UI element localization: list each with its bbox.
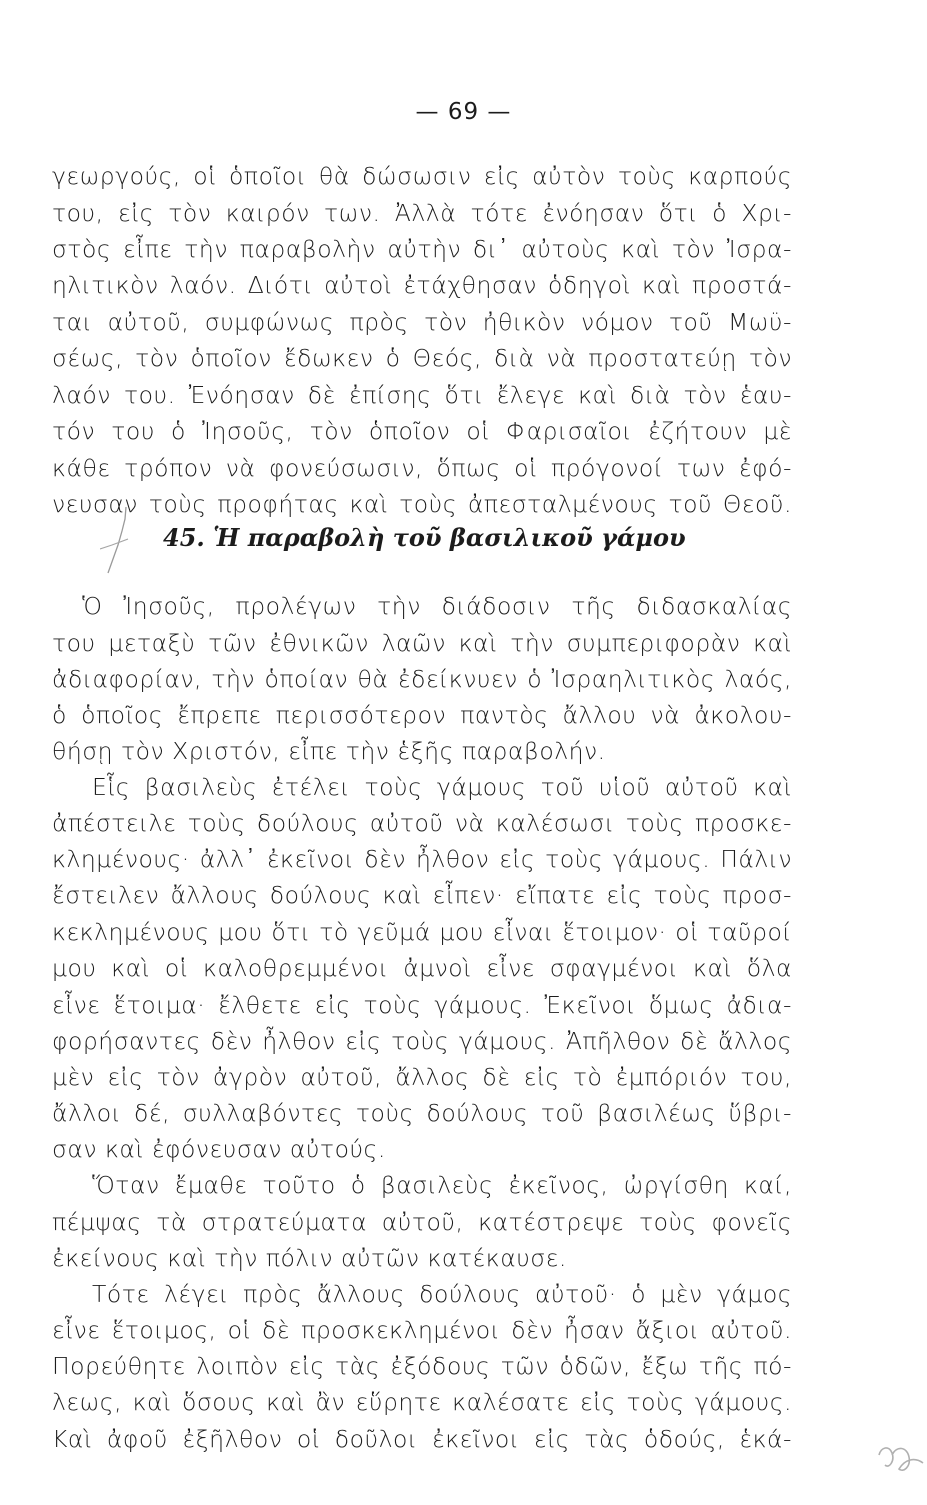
text-line: Τότε λέγει πρὸς ἄλλους δούλους αὐτοῦ· ὁ μὲν γάμος [92, 1280, 792, 1308]
text-line: του μεταξὺ τῶν ἐθνικῶν λαῶν καὶ τὴν συμπεριφορὰν καὶ [52, 629, 792, 657]
text-line: Ὁ Ἰησοῦς, προλέγων τὴν διάδοσιν τῆς διδασκαλίας [82, 592, 792, 620]
text-line: στὸς εἶπε τὴν παραβολὴν αὐτὴν δι᾽ αὐτοὺς καὶ τὸν Ἰσρα- [52, 235, 792, 263]
text-line: λεως, καὶ ὅσους καὶ ἂν εὕρητε καλέσατε εἰς τοὺς γάμους. [52, 1388, 792, 1416]
text-line: εἶνε ἕτοιμος, οἱ δὲ προσκεκλημένοι δὲν ἦσαν ἄξιοι αὐτοῦ. [52, 1316, 792, 1344]
text-line: νευσαν τοὺς προφήτας καὶ τοὺς ἀπεσταλμένους τοῦ Θεοῦ. [52, 490, 792, 518]
text-line: Εἷς βασιλεὺς ἐτέλει τοὺς γάμους τοῦ υἱοῦ αὐτοῦ καὶ [92, 773, 792, 801]
text-line: θήσῃ τὸν Χριστόν, εἶπε τὴν ἑξῆς παραβολήν. [52, 737, 606, 765]
pencil-mark [100, 505, 140, 577]
text-line: ἔστειλεν ἄλλους δούλους καὶ εἶπεν· εἴπατε εἰς τοὺς προσ- [52, 881, 792, 909]
text-line: γεωργούς, οἱ ὁποῖοι θὰ δώσωσιν εἰς αὐτὸν τοὺς καρπούς [52, 162, 792, 190]
corner-scribble [875, 1425, 927, 1500]
text-line: Ὅταν ἔμαθε τοῦτο ὁ βασιλεὺς ἐκεῖνος, ὠργίσθη καί, [92, 1171, 792, 1199]
text-line: του, εἰς τὸν καιρόν των. Ἀλλὰ τότε ἐνόησαν ὅτι ὁ Χρι- [52, 199, 792, 227]
text-line: μὲν εἰς τὸν ἀγρὸν αὐτοῦ, ἄλλος δὲ εἰς τὸ ἐμπόριόν του, [52, 1063, 792, 1091]
text-line: τόν του ὁ Ἰησοῦς, τὸν ὁποῖον οἱ Φαρισαῖοι ἐζήτουν μὲ [52, 417, 792, 445]
text-line: κλημένους· ἀλλ᾽ ἐκεῖνοι δὲν ἦλθον εἰς τοὺς γάμους. Πάλιν [52, 845, 792, 873]
text-line: φορήσαντες δὲν ἦλθον εἰς τοὺς γάμους. Ἀπῆλθον δὲ ἄλλος [52, 1027, 792, 1055]
text-line: κάθε τρόπον νὰ φονεύσωσιν, ὅπως οἱ πρόγονοί των ἐφό- [52, 454, 792, 482]
text-line: Καὶ ἀφοῦ ἐξῆλθον οἱ δοῦλοι ἐκεῖνοι εἰς τὰς ὁδούς, ἑκά- [52, 1425, 792, 1453]
text-line: Πορεύθητε λοιπὸν εἰς τὰς ἐξόδους τῶν ὁδῶν, ἔξω τῆς πό- [52, 1352, 792, 1380]
text-line: μου καὶ οἱ καλοθρεμμένοι ἀμνοὶ εἶνε σφαγμένοι καὶ ὅλα [52, 954, 792, 982]
text-line: σαν καὶ ἐφόνευσαν αὐτούς. [52, 1135, 386, 1163]
text-line: ἄλλοι δέ, συλλαβόντες τοὺς δούλους τοῦ βασιλέως ὕβρι- [52, 1099, 792, 1127]
text-line: ἀδιαφορίαν, τὴν ὁποίαν θὰ ἐδείκνυεν ὁ Ἰσραηλιτικὸς λαός, [52, 665, 792, 693]
text-line: πέμψας τὰ στρατεύματα αὐτοῦ, κατέστρεψε τοὺς φονεῖς [52, 1208, 792, 1236]
text-line: ται αὐτοῦ, συμφώνως πρὸς τὸν ἠθικὸν νόμον τοῦ Μωϋ- [52, 308, 792, 336]
text-line: ηλιτικὸν λαόν. Διότι αὐτοὶ ἐτάχθησαν ὁδηγοὶ καὶ προστά- [52, 271, 792, 299]
text-line: εἶνε ἕτοιμα· ἔλθετε εἰς τοὺς γάμους. Ἐκεῖνοι ὅμως ἀδια- [52, 991, 792, 1019]
text-line: ἀπέστειλε τοὺς δούλους αὐτοῦ νὰ καλέσωσι τοὺς προσκε- [52, 809, 792, 837]
section-heading: 45. Ἡ παραβολὴ τοῦ βασιλικοῦ γάμου [163, 523, 686, 552]
text-line: ἐκείνους καὶ τὴν πόλιν αὐτῶν κατέκαυσε. [52, 1244, 567, 1272]
text-line: κεκλημένους μου ὅτι τὸ γεῦμά μου εἶναι ἕτοιμον· οἱ ταῦροί [52, 918, 792, 946]
page-number: — 69 — [415, 99, 512, 125]
text-line: ὁ ὁποῖος ἔπρεπε περισσότερον παντὸς ἄλλου νὰ ἀκολου- [52, 701, 792, 729]
text-line: λαόν του. Ἐνόησαν δὲ ἐπίσης ὅτι ἔλεγε καὶ διὰ τὸν ἑαυ- [52, 381, 792, 409]
text-line: σέως, τὸν ὁποῖον ἔδωκεν ὁ Θεός, διὰ νὰ προστατεύῃ τὸν [52, 344, 792, 372]
